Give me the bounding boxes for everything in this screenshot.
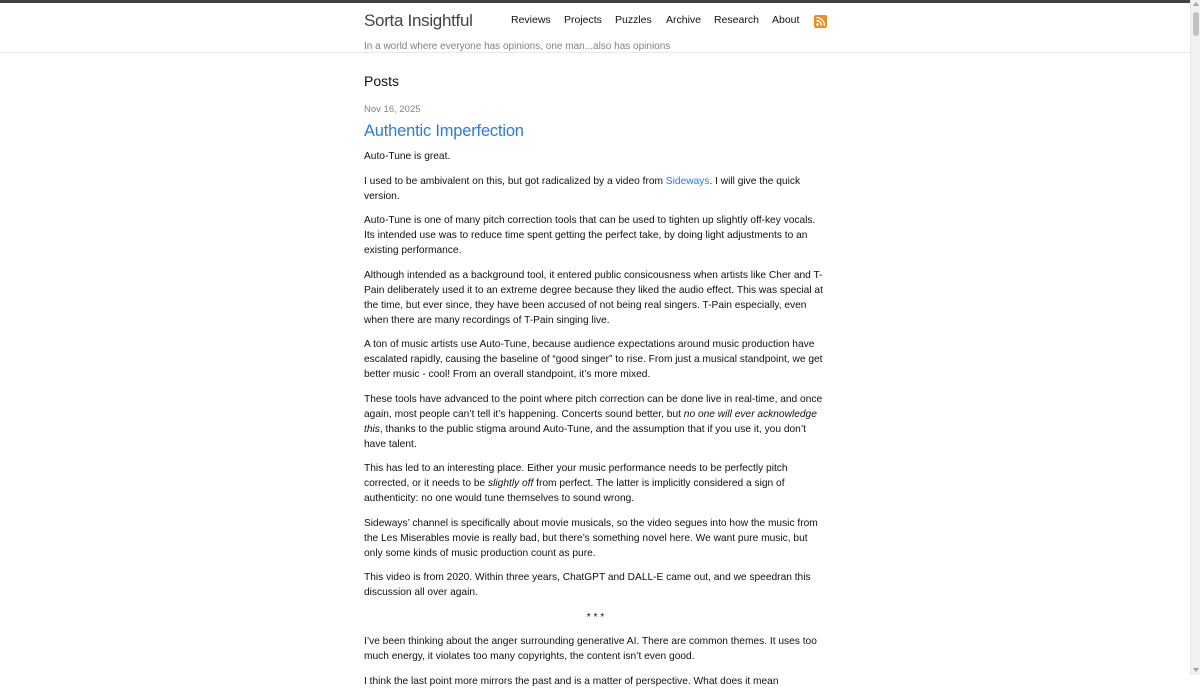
paragraph-text: . I will give the quick version. [364,175,801,202]
paragraph-text: from perfect. The latter is implicitly considered a sign of authenticity: no one would tune themselves to sound wrong. [364,478,785,504]
nav-link-reviews[interactable]: Reviews [511,14,551,26]
site-tagline: In a world where everyone has opinions, one man...also has opinions [364,41,671,52]
emphasis-text: slightly off [488,478,534,489]
post-paragraph: Sideways’ channel is specifically about movie musicals, so the video segues into how the music from the Les Miserables movie is really bad, but there’s something novel here. We want pure music, but only some kinds of music production count as pure. [364,517,818,559]
nav-link-puzzles[interactable]: Puzzles [615,14,652,26]
post-paragraph: Although intended as a background tool, it entered public consicousness when artists like Cher and T-Pain deliberately used it to an extreme degree because they liked the audio effect. This was special at the time, but ever since, they have been accused of not being real singers. T-Pain especially, even when there are many recordings of T-Pain singing live. [364,269,823,326]
post-paragraph [364,461,827,506]
post-paragraph: I’ve been thinking about the anger surrounding generative AI. There are common themes. It uses too much energy, it violates too many copyrights, the content isn’t even good. [364,636,817,662]
post-paragraph: A ton of music artists use Auto-Tune, because audience expectations around music production have escalated rapidly, causing the baseline of “good singer” to rise. From just a musical standpoint, we get better music - cool! From an overall standpoint, it’s more mixed. [364,339,823,380]
post-paragraph: Auto-Tune is great. [364,151,451,162]
post-paragraph: Auto-Tune is one of many pitch correction tools that can be used to tighten up slightly off-key vocals. Its intended use was to reduce time spent getting the perfect take, by doing light adjustments to an existing performance. [364,215,816,256]
nav-link-about[interactable]: About [772,14,800,26]
post-paragraph [364,392,827,452]
post-date: Nov 16, 2025 [364,104,421,115]
post-paragraph [364,174,827,204]
post-paragraph: I think the last point more mirrors the past and is a matter of perspective. What does it mean [364,675,779,687]
post-title-link[interactable]: Authentic Imperfection [364,122,524,140]
nav-link-archive[interactable]: Archive [666,14,702,26]
scroll-down-arrow-icon[interactable] [1193,668,1199,672]
paragraph-text: These tools have advanced to the point where pitch correction can be done live in real-time, and once again, most people can’t tell it’s happening. Concerts sound better, but [364,393,823,420]
emphasis-text: no one will ever acknowledge this [364,408,817,435]
rss-feed-icon[interactable] [814,15,827,28]
post-paragraph: This video is from 2020. Within three years, ChatGPT and DALL-E came out, and we speedran this discussion all over again. [364,572,811,598]
nav-link-projects[interactable]: Projects [564,14,602,26]
scroll-up-arrow-icon[interactable] [1193,2,1199,6]
site-header [0,3,1190,53]
vertical-scrollbar[interactable] [1190,0,1200,675]
site-title-link[interactable]: Sorta Insightful [364,11,473,30]
nav-link-research[interactable]: Research [714,14,759,26]
sideways-link[interactable]: Sideways [665,175,710,187]
paragraph-text: , thanks to the public stigma around Auto-Tune, and the assumption that if you use it, you don’t have talent. [364,423,806,450]
posts-heading: Posts [364,73,400,89]
post-excerpt [364,149,827,689]
paragraph-text: This has led to an interesting place. Either your music performance needs to be perfectly pitch corrected, or it needs to be [364,463,788,489]
section-separator: * * * [586,611,605,623]
main-content [364,70,827,698]
scrollbar-thumb[interactable] [1193,12,1199,36]
paragraph-text: I used to be ambivalent on this, but got radicalized by a video from [364,175,666,187]
